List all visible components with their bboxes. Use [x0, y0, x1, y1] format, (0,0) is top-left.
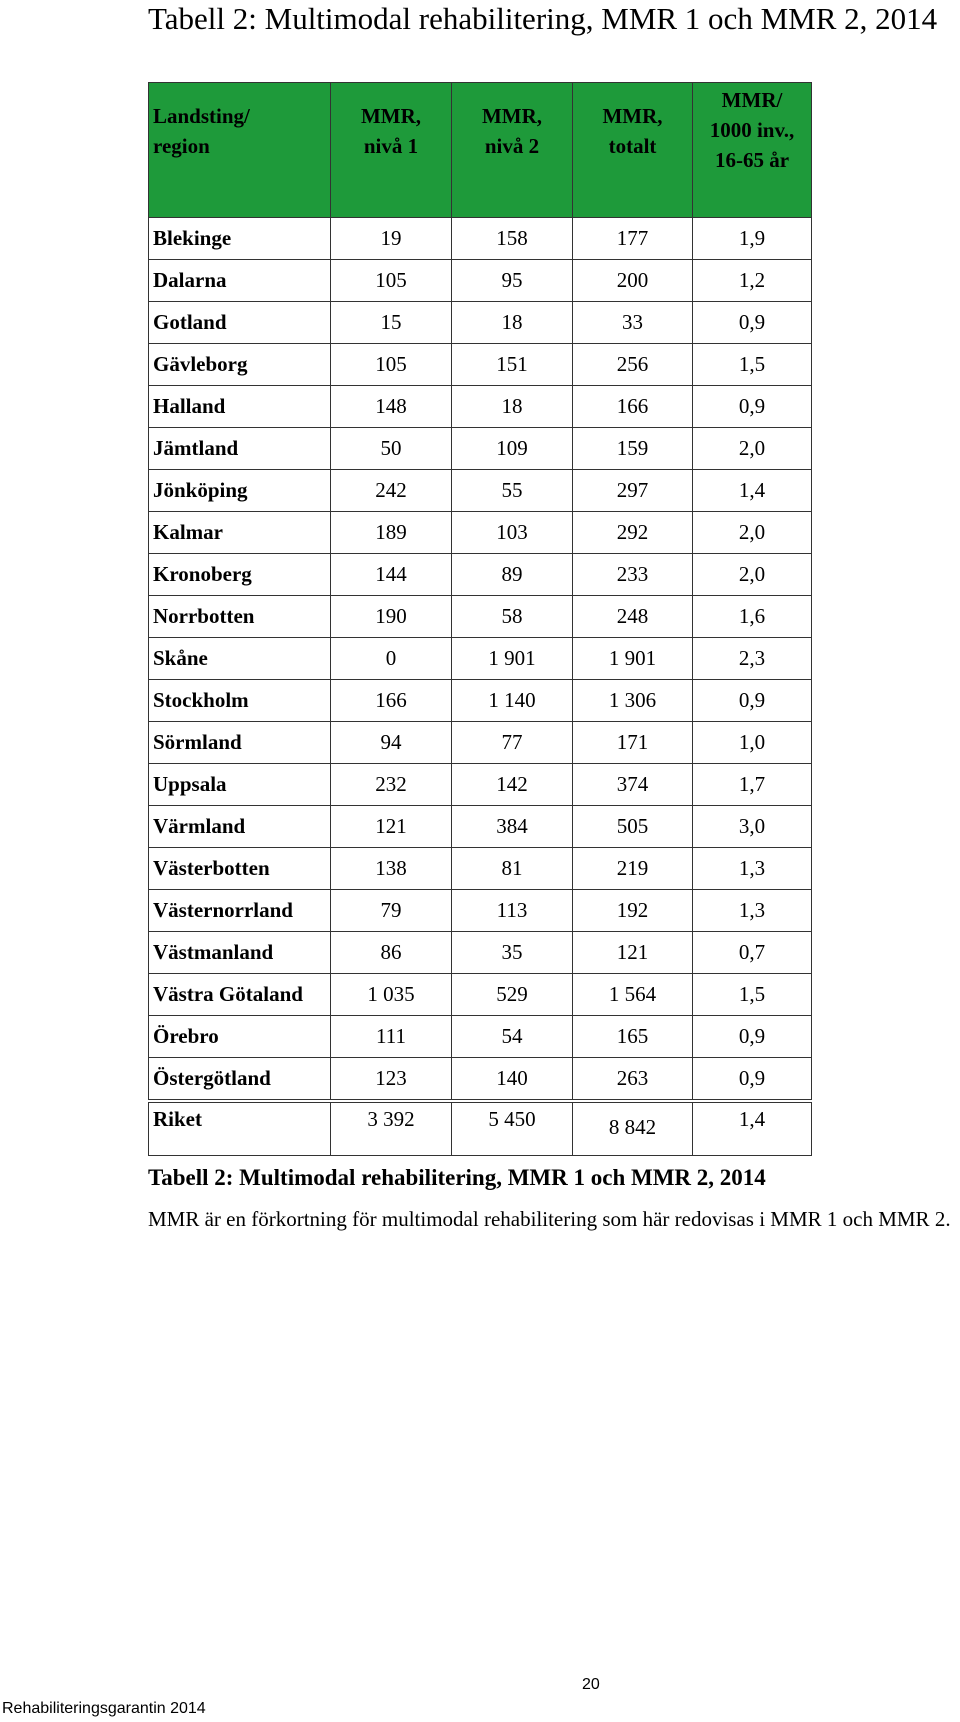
header-line: MMR,	[602, 104, 663, 128]
table-row	[149, 470, 812, 512]
region-cell: Örebro	[149, 1016, 331, 1058]
region-cell: Skåne	[149, 638, 331, 680]
niva-1-cell: 111	[331, 1016, 452, 1058]
header-line: Landsting/	[153, 104, 250, 128]
niva-2-cell: 18	[452, 386, 573, 428]
niva-1-cell: 79	[331, 890, 452, 932]
totalt-cell: 200	[573, 260, 693, 302]
region-cell: Gävleborg	[149, 344, 331, 386]
niva-1-cell: 242	[331, 470, 452, 512]
totalt-cell: 233	[573, 554, 693, 596]
niva-2-cell: 529	[452, 974, 573, 1016]
table-row	[149, 260, 812, 302]
table-row	[149, 302, 812, 344]
header-line: 16-65 år	[714, 148, 790, 172]
header-line: region	[153, 134, 210, 158]
per-1000-cell: 2,0	[693, 512, 812, 554]
per-1000-cell: 0,9	[693, 302, 812, 344]
region-cell: Kronoberg	[149, 554, 331, 596]
per-1000-cell: 1,5	[693, 344, 812, 386]
total-niva-2-cell: 5 450	[452, 1101, 573, 1156]
totalt-cell: 33	[573, 302, 693, 344]
region-cell: Blekinge	[149, 218, 331, 260]
page-number: 20	[582, 1676, 600, 1693]
per-1000-cell: 0,9	[693, 386, 812, 428]
per-1000-cell: 0,9	[693, 1058, 812, 1102]
per-1000-cell: 1,3	[693, 890, 812, 932]
table-row	[149, 596, 812, 638]
niva-2-cell: 109	[452, 428, 573, 470]
niva-2-cell: 54	[452, 1016, 573, 1058]
region-cell: Halland	[149, 386, 331, 428]
niva-2-cell: 113	[452, 890, 573, 932]
totalt-cell: 505	[573, 806, 693, 848]
niva-1-cell: 138	[331, 848, 452, 890]
total-totalt-cell: 8 842	[573, 1101, 693, 1156]
table-row	[149, 638, 812, 680]
header-line: 1000 inv.,	[709, 118, 795, 142]
header-mmr-totalt	[573, 83, 693, 218]
caption-title: Tabell 2: Multimodal rehabilitering, MMR 1 och MMR 2, 2014	[148, 1165, 766, 1190]
niva-2-cell: 151	[452, 344, 573, 386]
header-line: nivå 1	[363, 134, 419, 158]
region-cell: Värmland	[149, 806, 331, 848]
niva-2-cell: 58	[452, 596, 573, 638]
totalt-cell: 374	[573, 764, 693, 806]
caption-text: MMR är en förkortning för multimodal rehabilitering som här redovisas i MMR 1 och MMR 2.	[148, 1207, 951, 1231]
region-cell: Kalmar	[149, 512, 331, 554]
per-1000-cell: 1,9	[693, 218, 812, 260]
niva-2-cell: 1 140	[452, 680, 573, 722]
totalt-cell: 177	[573, 218, 693, 260]
table-body	[149, 218, 812, 1156]
total-region-cell: Riket	[149, 1101, 331, 1156]
per-1000-cell: 1,4	[693, 470, 812, 512]
totalt-cell: 166	[573, 386, 693, 428]
region-cell: Östergötland	[149, 1058, 331, 1102]
totalt-cell: 159	[573, 428, 693, 470]
niva-2-cell: 142	[452, 764, 573, 806]
totalt-cell: 192	[573, 890, 693, 932]
header-line: totalt	[608, 134, 657, 158]
per-1000-cell: 3,0	[693, 806, 812, 848]
total-niva-1-cell: 3 392	[331, 1101, 452, 1156]
table-header-row	[149, 83, 812, 218]
per-1000-cell: 1,3	[693, 848, 812, 890]
region-cell: Gotland	[149, 302, 331, 344]
per-1000-cell: 0,9	[693, 680, 812, 722]
footer-label: Rehabiliteringsgarantin 2014	[2, 1700, 206, 1717]
region-cell: Västernorrland	[149, 890, 331, 932]
table-row	[149, 806, 812, 848]
table-row	[149, 764, 812, 806]
niva-1-cell: 232	[331, 764, 452, 806]
niva-2-cell: 384	[452, 806, 573, 848]
table-row	[149, 974, 812, 1016]
table-row	[149, 386, 812, 428]
region-cell: Stockholm	[149, 680, 331, 722]
totalt-cell: 171	[573, 722, 693, 764]
totalt-cell: 256	[573, 344, 693, 386]
totalt-cell: 297	[573, 470, 693, 512]
totalt-cell: 1 306	[573, 680, 693, 722]
niva-1-cell: 50	[331, 428, 452, 470]
per-1000-cell: 1,0	[693, 722, 812, 764]
table-row	[149, 680, 812, 722]
niva-2-cell: 81	[452, 848, 573, 890]
niva-2-cell: 95	[452, 260, 573, 302]
table-row	[149, 218, 812, 260]
per-1000-cell: 0,7	[693, 932, 812, 974]
region-cell: Sörmland	[149, 722, 331, 764]
niva-1-cell: 144	[331, 554, 452, 596]
header-line: nivå 2	[484, 134, 540, 158]
region-cell: Västerbotten	[149, 848, 331, 890]
niva-2-cell: 77	[452, 722, 573, 764]
niva-1-cell: 19	[331, 218, 452, 260]
header-line: MMR/	[721, 88, 783, 112]
header-mmr-niva-1	[331, 83, 452, 218]
table-row	[149, 1058, 812, 1102]
region-cell: Dalarna	[149, 260, 331, 302]
per-1000-cell: 1,2	[693, 260, 812, 302]
per-1000-cell: 1,7	[693, 764, 812, 806]
table-row	[149, 890, 812, 932]
table-row	[149, 932, 812, 974]
niva-2-cell: 18	[452, 302, 573, 344]
niva-2-cell: 103	[452, 512, 573, 554]
niva-1-cell: 166	[331, 680, 452, 722]
niva-1-cell: 189	[331, 512, 452, 554]
region-cell: Norrbotten	[149, 596, 331, 638]
table-row	[149, 512, 812, 554]
per-1000-cell: 2,3	[693, 638, 812, 680]
table-row	[149, 1016, 812, 1058]
totalt-cell: 292	[573, 512, 693, 554]
niva-2-cell: 35	[452, 932, 573, 974]
header-mmr-per-1000	[693, 83, 812, 218]
niva-2-cell: 89	[452, 554, 573, 596]
niva-2-cell: 158	[452, 218, 573, 260]
niva-2-cell: 140	[452, 1058, 573, 1102]
niva-2-cell: 1 901	[452, 638, 573, 680]
totalt-cell: 1 901	[573, 638, 693, 680]
header-line: MMR,	[360, 104, 422, 128]
niva-1-cell: 105	[331, 260, 452, 302]
page-title: Tabell 2: Multimodal rehabilitering, MMR 1 och MMR 2, 2014	[148, 1, 938, 36]
mmr-table	[148, 82, 812, 1156]
niva-1-cell: 105	[331, 344, 452, 386]
per-1000-cell: 1,5	[693, 974, 812, 1016]
region-cell: Jönköping	[149, 470, 331, 512]
totalt-cell: 121	[573, 932, 693, 974]
region-cell: Västra Götaland	[149, 974, 331, 1016]
niva-1-cell: 148	[331, 386, 452, 428]
niva-1-cell: 123	[331, 1058, 452, 1102]
table-row	[149, 554, 812, 596]
per-1000-cell: 2,0	[693, 428, 812, 470]
niva-1-cell: 15	[331, 302, 452, 344]
per-1000-cell: 0,9	[693, 1016, 812, 1058]
table-row-total	[149, 1101, 812, 1156]
table-row	[149, 428, 812, 470]
table-row	[149, 344, 812, 386]
region-cell: Uppsala	[149, 764, 331, 806]
niva-1-cell: 86	[331, 932, 452, 974]
niva-1-cell: 1 035	[331, 974, 452, 1016]
header-mmr-niva-2	[452, 83, 573, 218]
niva-1-cell: 0	[331, 638, 452, 680]
totalt-cell: 165	[573, 1016, 693, 1058]
niva-2-cell: 55	[452, 470, 573, 512]
per-1000-cell: 2,0	[693, 554, 812, 596]
header-region	[149, 83, 331, 218]
region-cell: Västmanland	[149, 932, 331, 974]
niva-1-cell: 94	[331, 722, 452, 764]
totalt-cell: 248	[573, 596, 693, 638]
totalt-cell: 219	[573, 848, 693, 890]
per-1000-cell: 1,6	[693, 596, 812, 638]
region-cell: Jämtland	[149, 428, 331, 470]
header-line: MMR,	[481, 104, 543, 128]
niva-1-cell: 190	[331, 596, 452, 638]
table-row	[149, 722, 812, 764]
total-per-1000-cell: 1,4	[693, 1101, 812, 1156]
totalt-cell: 1 564	[573, 974, 693, 1016]
niva-1-cell: 121	[331, 806, 452, 848]
table-row	[149, 848, 812, 890]
totalt-cell: 263	[573, 1058, 693, 1102]
